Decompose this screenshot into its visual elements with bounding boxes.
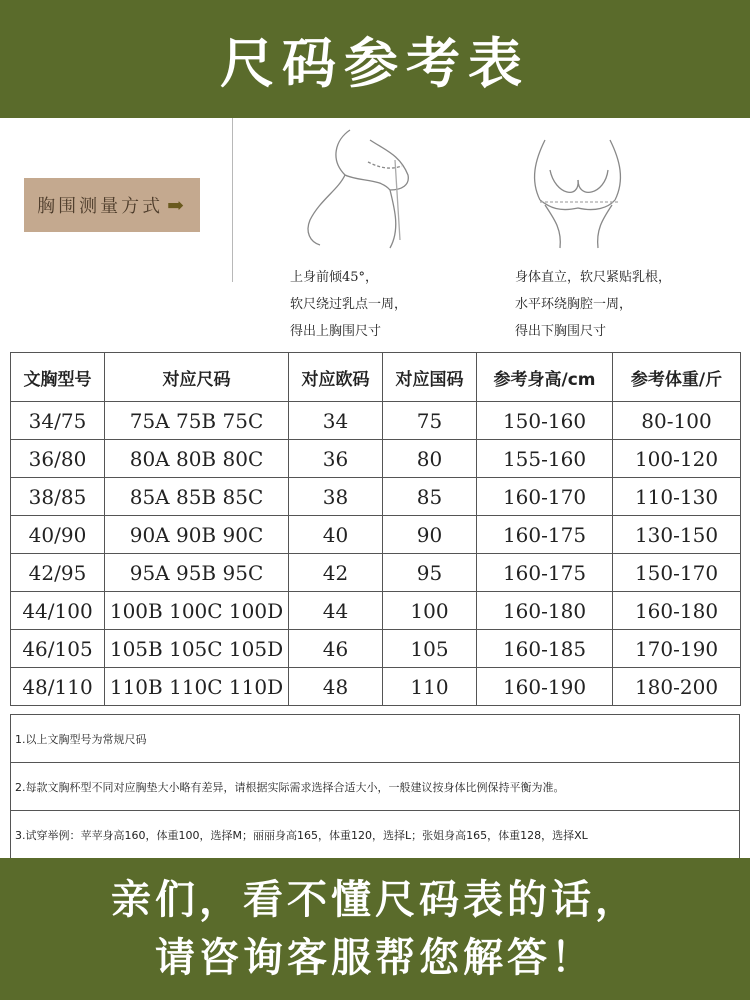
measurement-section xyxy=(0,118,750,350)
table-cell: 110-130 xyxy=(613,478,741,516)
table-row xyxy=(11,668,741,706)
size-chart-table xyxy=(10,352,741,706)
table-cell: 44 xyxy=(289,592,383,630)
table-cell: 85 xyxy=(383,478,477,516)
lower-bust-illustration xyxy=(500,120,650,250)
caption-line: 得出下胸围尺寸 xyxy=(515,324,607,339)
table-row xyxy=(11,554,741,592)
table-cell: 180-200 xyxy=(613,668,741,706)
caption-line: 水平环绕胸腔一周， xyxy=(515,297,633,312)
table-cell: 44/100 xyxy=(11,592,105,630)
table-cell: 42 xyxy=(289,554,383,592)
column-header: 文胸型号 xyxy=(11,353,105,402)
table-cell: 48/110 xyxy=(11,668,105,706)
notes-box xyxy=(10,714,740,859)
table-cell: 46/105 xyxy=(11,630,105,668)
footer-line-1: 亲们，看不懂尺码表的话， xyxy=(111,877,639,923)
table-cell: 90 xyxy=(383,516,477,554)
table-cell: 90A 90B 90C xyxy=(105,516,289,554)
caption-line: 上身前倾45°， xyxy=(290,270,379,285)
header-banner xyxy=(0,0,750,118)
table-cell: 36 xyxy=(289,440,383,478)
note-item: 2.每款文胸杯型不同对应胸垫大小略有差异，请根据实际需求选择合适大小，一般建议按身体比例保持平衡为准。 xyxy=(11,762,739,810)
footer-banner xyxy=(0,858,750,1000)
caption-line: 得出上胸围尺寸 xyxy=(290,324,382,339)
table-cell: 80 xyxy=(383,440,477,478)
table-row xyxy=(11,516,741,554)
measure-method-text: 胸围测量方式 xyxy=(37,196,164,217)
table-cell: 80-100 xyxy=(613,402,741,440)
table-row xyxy=(11,592,741,630)
table-cell: 42/95 xyxy=(11,554,105,592)
table-cell: 160-190 xyxy=(477,668,613,706)
table-cell: 100 xyxy=(383,592,477,630)
lower-bust-caption xyxy=(515,264,671,345)
table-cell: 95 xyxy=(383,554,477,592)
page-title: 尺码参考表 xyxy=(220,31,530,95)
table-row xyxy=(11,630,741,668)
table-cell: 170-190 xyxy=(613,630,741,668)
table-row xyxy=(11,402,741,440)
note-item: 3.试穿举例：苹苹身高160，体重100，选择M；丽丽身高165，体重120，选择L；张姐身高165，体重128，选择XL xyxy=(11,810,739,858)
table-cell: 46 xyxy=(289,630,383,668)
table-cell: 36/80 xyxy=(11,440,105,478)
table-cell: 105 xyxy=(383,630,477,668)
table-cell: 40 xyxy=(289,516,383,554)
table-cell: 100B 100C 100D xyxy=(105,592,289,630)
table-cell: 100-120 xyxy=(613,440,741,478)
table-cell: 38 xyxy=(289,478,383,516)
table-cell: 38/85 xyxy=(11,478,105,516)
footer-line-2: 请咨询客服帮您解答！ xyxy=(155,935,595,981)
divider-line xyxy=(232,118,233,282)
table-cell: 160-180 xyxy=(477,592,613,630)
right-arrow-icon: ➡ xyxy=(167,193,187,217)
table-cell: 95A 95B 95C xyxy=(105,554,289,592)
table-cell: 160-185 xyxy=(477,630,613,668)
table-cell: 160-175 xyxy=(477,554,613,592)
table-cell: 130-150 xyxy=(613,516,741,554)
table-cell: 160-170 xyxy=(477,478,613,516)
caption-line: 软尺绕过乳点一周， xyxy=(290,297,408,312)
caption-line: 身体直立，软尺紧贴乳根， xyxy=(515,270,672,285)
table-cell: 150-170 xyxy=(613,554,741,592)
table-cell: 80A 80B 80C xyxy=(105,440,289,478)
table-cell: 110B 110C 110D xyxy=(105,668,289,706)
table-header-row xyxy=(11,353,741,402)
table-cell: 150-160 xyxy=(477,402,613,440)
table-cell: 40/90 xyxy=(11,516,105,554)
column-header: 参考身高/cm xyxy=(477,353,613,402)
table-cell: 110 xyxy=(383,668,477,706)
table-cell: 155-160 xyxy=(477,440,613,478)
upper-bust-illustration xyxy=(290,120,430,250)
table-cell: 75A 75B 75C xyxy=(105,402,289,440)
table-cell: 75 xyxy=(383,402,477,440)
column-header: 参考体重/斤 xyxy=(613,353,741,402)
column-header: 对应尺码 xyxy=(105,353,289,402)
measure-method-label xyxy=(24,178,200,232)
table-cell: 160-175 xyxy=(477,516,613,554)
table-cell: 34/75 xyxy=(11,402,105,440)
table-cell: 160-180 xyxy=(613,592,741,630)
column-header: 对应欧码 xyxy=(289,353,383,402)
note-item: 1.以上文胸型号为常规尺码 xyxy=(11,714,739,762)
table-cell: 85A 85B 85C xyxy=(105,478,289,516)
table-cell: 48 xyxy=(289,668,383,706)
upper-bust-caption xyxy=(290,264,407,345)
table-cell: 34 xyxy=(289,402,383,440)
column-header: 对应国码 xyxy=(383,353,477,402)
table-row xyxy=(11,440,741,478)
table-row xyxy=(11,478,741,516)
table-cell: 105B 105C 105D xyxy=(105,630,289,668)
